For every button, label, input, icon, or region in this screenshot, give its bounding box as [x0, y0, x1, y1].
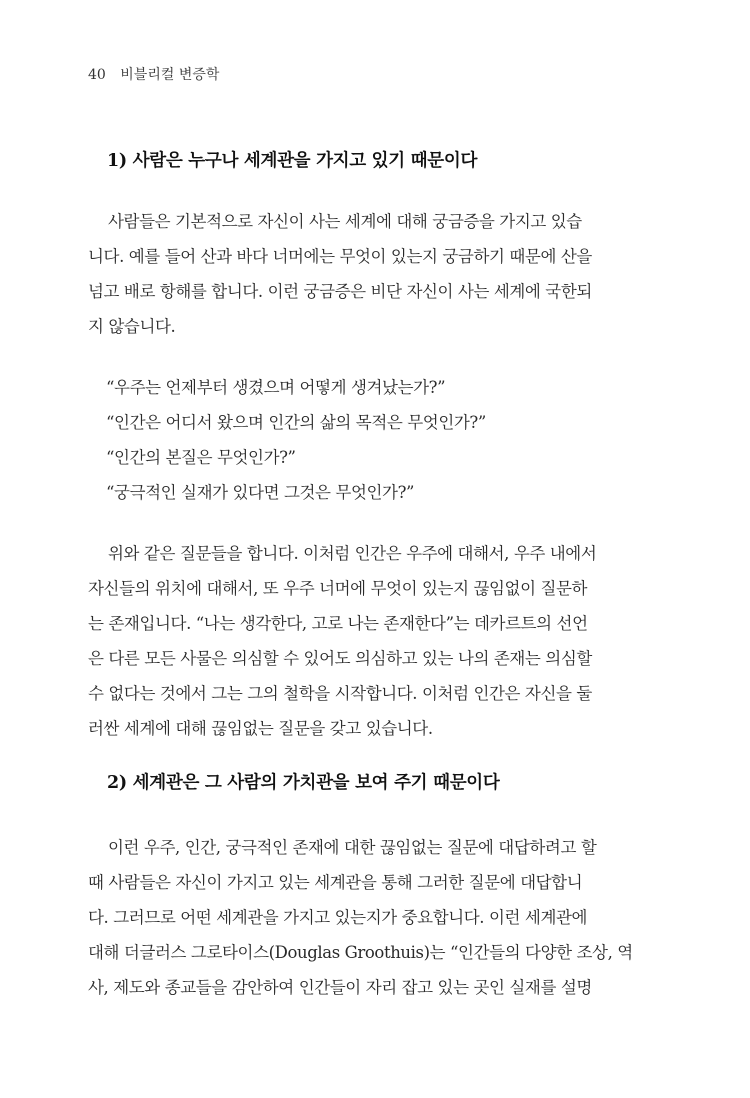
paragraph-line: 수 없다는 것에서 그는 그의 철학을 시작합니다. 이처럼 인간은 자신을 둘: [88, 684, 592, 703]
quote-line: “인간의 본질은 무엇인가?”: [106, 448, 296, 467]
book-title: 비블리컬 변증학: [120, 67, 220, 83]
paragraph-line: 니다. 예를 들어 산과 바다 너머에는 무엇이 있는지 궁금하기 때문에 산을: [88, 247, 592, 266]
quote-line: “궁극적인 실재가 있다면 그것은 무엇인가?”: [106, 483, 415, 502]
quote-line: “우주는 언제부터 생겼으며 어떻게 생겨났는가?”: [106, 378, 446, 397]
paragraph-line: 위와 같은 질문들을 합니다. 이처럼 인간은 우주에 대해서, 우주 내에서: [108, 544, 597, 563]
paragraph-line: 는 존재입니다. “나는 생각한다, 고로 나는 존재한다”는 데카르트의 선언: [88, 614, 588, 633]
paragraph-line: 때 사람들은 자신이 가지고 있는 세계관을 통해 그러한 질문에 대답합니: [88, 873, 583, 892]
paragraph-line: 은 다른 모든 사물은 의심할 수 있어도 의심하고 있는 나의 존재는 의심할: [88, 649, 592, 668]
paragraph-line: 사, 제도와 종교들을 감안하여 인간들이 자리 잡고 있는 곳인 실재를 설명: [88, 978, 592, 997]
paragraph-line: 이런 우주, 인간, 궁극적인 존재에 대한 끊임없는 질문에 대답하려고 할: [108, 838, 597, 857]
paragraph-line: 자신들의 위치에 대해서, 또 우주 너머에 무엇이 있는지 끊임없이 질문하: [88, 579, 588, 598]
paragraph-2: [88, 536, 663, 746]
paragraph-3: [88, 830, 663, 1005]
paragraph-line: 대해 더글러스 그로타이스(Douglas Groothuis)는 “인간들의 다양한 조상, 역: [88, 943, 633, 962]
paragraph-line: 지 않습니다.: [88, 317, 176, 336]
quote-line: “인간은 어디서 왔으며 인간의 삶의 목적은 무엇인가?”: [106, 413, 486, 432]
question-quotes: [88, 370, 663, 510]
paragraph-line: 넘고 배로 항해를 합니다. 이런 궁금증은 비단 자신이 사는 세계에 국한되: [88, 282, 592, 301]
paragraph-line: 다. 그러므로 어떤 세계관을 가지고 있는지가 중요합니다. 이런 세계관에: [88, 908, 588, 927]
paragraph-line: 사람들은 기본적으로 자신이 사는 세계에 대해 궁금증을 가지고 있습: [108, 212, 582, 231]
paragraph-line: 러싼 세계에 대해 끊임없는 질문을 갖고 있습니다.: [88, 719, 433, 738]
paragraph-1: [88, 204, 663, 344]
running-header: [88, 64, 219, 84]
section-heading-1: 1) 사람은 누구나 세계관을 가지고 있기 때문이다: [107, 151, 478, 171]
page-number: 40: [88, 67, 106, 83]
section-heading-2: 2) 세계관은 그 사람의 가치관을 보여 주기 때문이다: [107, 773, 500, 793]
